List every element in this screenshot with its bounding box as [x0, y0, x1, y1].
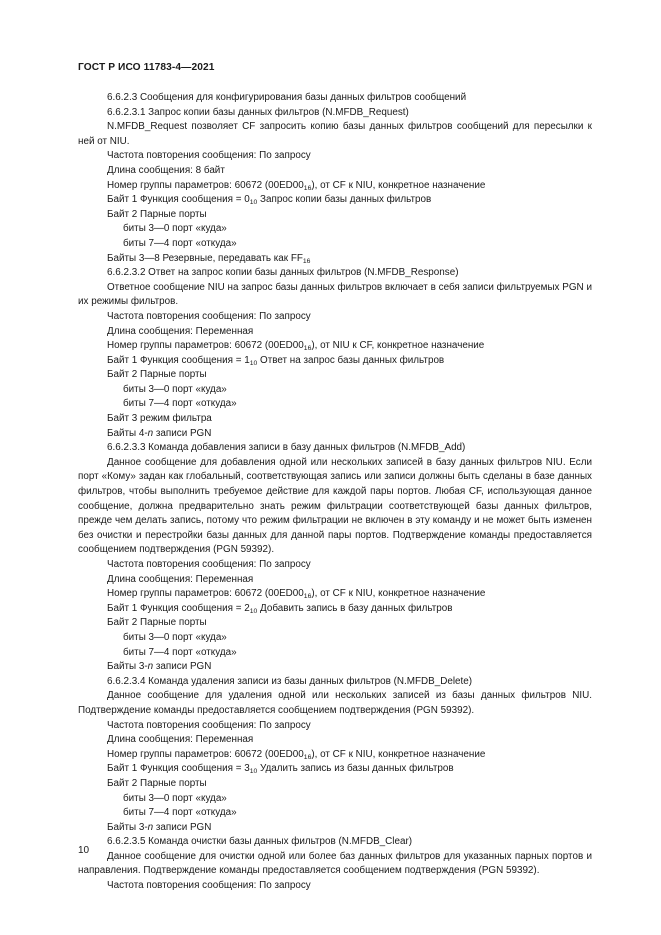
text-line — [78, 427, 592, 442]
text-run: N.MFDB_Request позволяет CF запросить копию базы данных фильтров сообщений для пересылки к ней от NIU. — [78, 121, 592, 147]
text-run: Частота повторения сообщения: По запросу — [107, 559, 311, 570]
text-run: Номер группы параметров: 60672 (00ED00 — [107, 748, 304, 760]
text-run: записи PGN — [153, 661, 212, 673]
text-line — [78, 354, 592, 369]
subscript: 16 — [302, 257, 311, 265]
text-line — [78, 412, 592, 427]
text-line — [78, 558, 592, 573]
text-run: Номер группы параметров: 60672 (00ED00 — [107, 179, 304, 191]
text-run: биты 7—4 порт «откуда» — [123, 807, 237, 819]
text-run: Байт 2 Парные порты — [107, 777, 207, 789]
text-run: Байты 4- — [107, 427, 148, 439]
text-run: Данное сообщение для добавления одной или нескольких записей в базу данных фильтров NIU. Если порт «Кому» задан как глобальный, соответствующая запись или записи должны быть сделаны в базе данных фильтров, чтобы выполнить требуемое действие для каждой пары портов. Любая CF, использующая данное сообщение, должна предварительно знать режим фильтрации соответствующей базы данных фильтров, прежде чем делать запись, потому что режим фильтрации не включен в эту команду и не может быть изменен без очистки и перестройки базы данных для данной пары портов. Подтверждение команды предоставляется сообщением подтверждения (PGN 59392). — [78, 456, 592, 556]
text-run: Частота повторения сообщения: По запросу — [107, 150, 311, 162]
text-line — [78, 339, 592, 354]
text-run: Частота повторения сообщения: По запросу — [107, 719, 311, 731]
text-line — [78, 397, 592, 412]
text-line — [78, 616, 592, 631]
text-run: Байты 3- — [107, 661, 148, 673]
document-header: ГОСТ Р ИСО 11783-4—2021 — [78, 62, 215, 73]
text-line — [78, 675, 592, 690]
text-line — [78, 368, 592, 383]
text-run: Данное сообщение для очистки одной или более баз данных фильтров для указанных парных портов и направления. Подтверждение команды предоставляется сообщением подтверждения (PGN 59392). — [78, 850, 592, 877]
text-run: Длина сообщения: Переменная — [107, 734, 254, 746]
text-run: Байт 2 Парные порты — [107, 369, 207, 381]
text-run: биты 7—4 порт «откуда» — [123, 237, 237, 249]
text-line — [78, 237, 592, 252]
text-run: 6.6.2.3.3 Команда добавления записи в базу данных фильтров (N.MFDB_Add) — [107, 442, 466, 454]
subscript: 10 — [249, 607, 258, 615]
text-line — [78, 719, 592, 734]
text-line — [78, 587, 592, 602]
text-run: 6.6.2.3.1 Запрос копии базы данных фильтров (N.MFDB_Request) — [107, 106, 409, 118]
text-line — [78, 821, 592, 836]
text-line — [78, 850, 592, 879]
text-run: ), от CF к NIU, конкретное назначение — [311, 748, 486, 760]
subscript: 16 — [303, 753, 312, 761]
text-line — [78, 383, 592, 398]
text-run: n — [147, 427, 154, 439]
text-run: биты 3—0 порт «куда» — [123, 631, 227, 643]
text-run: записи PGN — [153, 427, 212, 439]
text-line — [78, 631, 592, 646]
text-line — [78, 208, 592, 223]
text-run: 6.6.2.3.2 Ответ на запрос копии базы данных фильтров (N.MFDB_Response) — [107, 267, 459, 279]
text-run: Байт 1 Функция сообщения = 1 — [107, 354, 250, 366]
text-line — [78, 193, 592, 208]
text-run: Запрос копии базы данных фильтров — [257, 194, 432, 206]
subscript: 16 — [303, 184, 312, 192]
text-line — [78, 777, 592, 792]
text-run: ), от NIU к CF, конкретное назначение — [311, 340, 485, 352]
text-run: биты 3—0 порт «куда» — [123, 223, 227, 235]
text-line — [78, 266, 592, 281]
text-line — [78, 646, 592, 661]
text-run: 6.6.2.3.5 Команда очистки базы данных фильтров (N.MFDB_Clear) — [107, 836, 413, 848]
text-run: Номер группы параметров: 60672 (00ED00 — [107, 340, 304, 352]
text-line — [78, 733, 592, 748]
text-line — [78, 281, 592, 310]
text-run: 6.6.2.3.4 Команда удаления записи из базы данных фильтров (N.MFDB_Delete) — [107, 675, 473, 687]
text-line — [78, 120, 592, 149]
text-line — [78, 602, 592, 617]
subscript: 16 — [303, 593, 312, 601]
text-run: n — [147, 661, 154, 673]
text-run: Длина сообщения: Переменная — [107, 325, 254, 337]
text-run: ), от CF к NIU, конкретное назначение — [311, 588, 486, 600]
text-line — [78, 806, 592, 821]
text-line — [78, 835, 592, 850]
subscript: 16 — [303, 345, 312, 353]
text-line — [78, 149, 592, 164]
page-number: 10 — [78, 845, 90, 856]
text-run: Байт 1 Функция сообщения = 3 — [107, 763, 250, 775]
text-run: Ответ на запрос базы данных фильтров — [257, 354, 445, 366]
text-line — [78, 879, 592, 894]
text-line — [78, 222, 592, 237]
text-run: 6.6.2.3 Сообщения для конфигурирования базы данных фильтров сообщений — [107, 92, 467, 103]
text-run: биты 7—4 порт «откуда» — [123, 646, 237, 658]
text-run: ), от CF к NIU, конкретное назначение — [311, 179, 486, 191]
text-line — [78, 179, 592, 194]
text-run: Байт 1 Функция сообщения = 2 — [107, 602, 250, 614]
subscript: 10 — [249, 199, 258, 207]
text-run: Частота повторения сообщения: По запросу — [107, 310, 311, 322]
text-run: Байт 3 режим фильтра — [107, 413, 212, 425]
text-run: биты 3—0 порт «куда» — [123, 792, 227, 804]
text-line — [78, 164, 592, 179]
text-run: Добавить запись в базу данных фильтров — [257, 602, 453, 614]
text-line — [78, 252, 592, 267]
text-line — [78, 310, 592, 325]
subscript: 10 — [249, 359, 258, 367]
text-run: Частота повторения сообщения: По запросу — [107, 880, 311, 892]
text-run: Длина сообщения: 8 байт — [107, 164, 225, 176]
text-run: биты 3—0 порт «куда» — [123, 383, 227, 395]
text-line — [78, 660, 592, 675]
text-line — [78, 91, 592, 106]
text-run: n — [147, 821, 154, 833]
text-line — [78, 441, 592, 456]
document-body — [78, 91, 592, 894]
text-line — [78, 792, 592, 807]
text-line — [78, 456, 592, 558]
subscript: 10 — [249, 768, 258, 776]
text-run: Байт 2 Парные порты — [107, 208, 207, 220]
text-run: Байты 3—8 Резервные, передавать как FF — [107, 252, 303, 264]
text-run: биты 7—4 порт «откуда» — [123, 398, 237, 410]
text-run: Байт 2 Парные порты — [107, 617, 207, 629]
text-line — [78, 762, 592, 777]
text-line — [78, 106, 592, 121]
text-line — [78, 689, 592, 718]
text-run: Длина сообщения: Переменная — [107, 573, 254, 585]
text-line — [78, 325, 592, 340]
text-run: Ответное сообщение NIU на запрос базы данных фильтров включает в себя записи фильтруемых PGN и их режимы фильтров. — [78, 281, 592, 308]
text-run: Байт 1 Функция сообщения = 0 — [107, 194, 250, 206]
text-run: Данное сообщение для удаления одной или нескольких записей из базы данных фильтров NIU. Подтверждение команды предоставляется сообщением подтверждения (PGN 59392). — [78, 690, 592, 716]
text-line — [78, 748, 592, 763]
text-run: записи PGN — [153, 821, 212, 833]
text-run: Байты 3- — [107, 821, 148, 833]
text-run: Номер группы параметров: 60672 (00ED00 — [107, 588, 304, 600]
text-line — [78, 573, 592, 588]
text-run: Удалить запись из базы данных фильтров — [257, 763, 454, 775]
